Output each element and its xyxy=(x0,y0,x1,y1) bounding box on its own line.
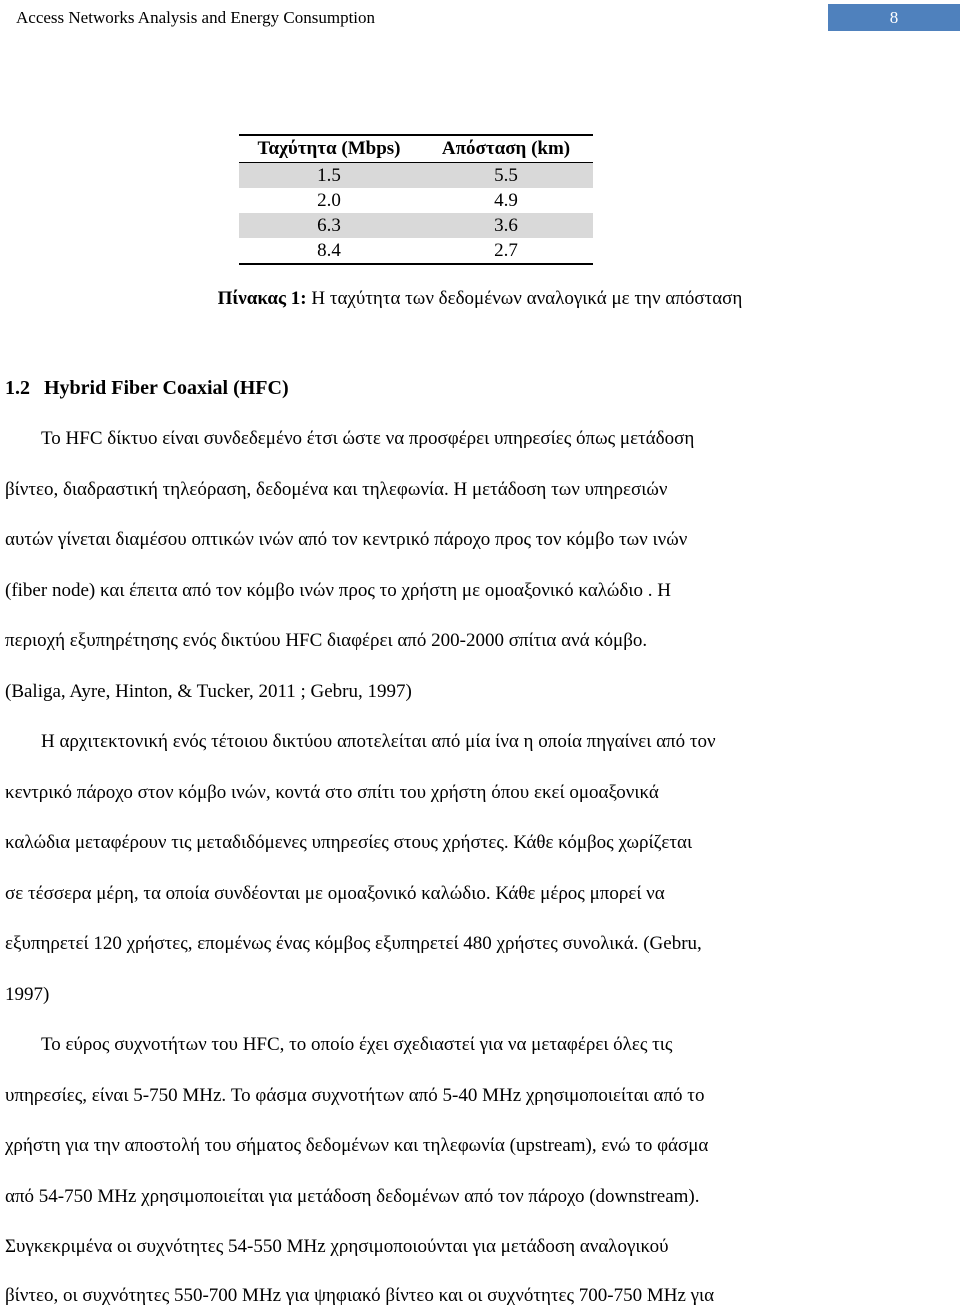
section-number: 1.2 xyxy=(5,377,30,399)
table-row xyxy=(239,163,593,189)
table-row xyxy=(239,213,593,238)
body-text-line: περιοχή εξυπηρέτησης ενός δικτύου HFC διαφέρει από 200-2000 σπίτια ανά κόμβο. xyxy=(5,630,648,651)
table-caption-text: Η ταχύτητα των δεδομένων αναλογικά με την απόσταση xyxy=(311,288,743,309)
table-caption xyxy=(0,288,960,310)
column-header-distance: Απόσταση (km) xyxy=(441,138,571,159)
body-text-line: Το εύρος συχνοτήτων του HFC, το οποίο έχει σχεδιαστεί για να μεταφέρει όλες τις xyxy=(41,1034,673,1055)
table-cell-distance: 2.7 xyxy=(494,239,518,261)
body-text-line: κεντρικό πάροχο στον κόμβο ινών, κοντά στο σπίτι του χρήστη όπου εκεί ομοαξονικά xyxy=(5,782,659,803)
body-text-line: υπηρεσίες, είναι 5-750 MHz. Το φάσμα συχνοτήτων από 5-40 MHz χρησιμοποιείται από το xyxy=(5,1085,705,1106)
body-text-line: χρήστη για την αποστολή του σήματος δεδομένων και τηλεφωνία (upstream), ενώ το φάσμα xyxy=(5,1135,709,1156)
body-text-line: βίντεο, διαδραστική τηλεόραση, δεδομένα και τηλεφωνία. Η μετάδοση των υπηρεσιών xyxy=(5,479,668,500)
body-text-line: καλώδια μεταφέρουν τις μεταδιδόμενες υπηρεσίες στους χρήστες. Κάθε κόμβος χωρίζεται xyxy=(5,832,693,853)
table-header-row xyxy=(239,135,593,163)
body-text-line: από 54-750 MHz χρησιμοποιείται για μετάδοση δεδομένων από τον πάροχο (downstream). xyxy=(5,1186,700,1207)
body-text-line: βίντεο, οι συχνότητες 550-700 MHz για ψηφιακό βίντεο και οι συχνότητες 700-750 MHz για xyxy=(5,1285,715,1306)
table-cell-distance: 3.6 xyxy=(494,214,518,236)
table-row xyxy=(239,238,593,264)
table-cell-speed: 8.4 xyxy=(317,239,341,261)
table-row xyxy=(239,188,593,213)
body-text-line: (Baliga, Ayre, Hinton, & Tucker, 2011 ; Gebru, 1997) xyxy=(5,681,412,702)
running-header-title: Access Networks Analysis and Energy Consumption xyxy=(16,8,376,27)
section-title: Hybrid Fiber Coaxial (HFC) xyxy=(44,377,289,399)
body-text-line: (fiber node) και έπειτα από τον κόμβο ινών προς το χρήστη με ομοαξονικό καλώδιο . Η xyxy=(5,580,671,601)
column-header-speed: Ταχύτητα (Mbps) xyxy=(257,138,401,159)
body-text-line: αυτών γίνεται διαμέσου οπτικών ινών από τον κεντρικό πάροχο προς τον κόμβο των ινών xyxy=(5,529,688,550)
table-cell-distance: 5.5 xyxy=(494,164,518,186)
table-cell-speed: 1.5 xyxy=(317,164,341,186)
page-header xyxy=(0,0,960,34)
body-text-line: Το HFC δίκτυο είναι συνδεδεμένο έτσι ώστε να προσφέρει υπηρεσίες όπως μετάδοση xyxy=(41,428,695,449)
table-caption-label: Πίνακας 1: xyxy=(217,288,307,309)
body-text-line: εξυπηρετεί 120 χρήστες, επομένως ένας κόμβος εξυπηρετεί 480 χρήστες συνολικά. (Gebru, xyxy=(5,933,702,954)
body-text-line: Η αρχιτεκτονική ενός τέτοιου δικτύου αποτελείται από μία ίνα η οποία πηγαίνει από τον xyxy=(41,731,716,752)
table-cell-speed: 2.0 xyxy=(317,189,341,211)
body-text-line: 1997) xyxy=(5,984,50,1005)
speed-distance-table xyxy=(239,134,593,265)
body-text-line: Συγκεκριμένα οι συχνότητες 54-550 MHz χρησιμοποιούνται για μετάδοση αναλογικού xyxy=(5,1236,669,1257)
body-text-line: σε τέσσερα μέρη, τα οποία συνδέονται με ομοαξονικό καλώδιο. Κάθε μέρος μπορεί να xyxy=(5,883,665,904)
table-cell-speed: 6.3 xyxy=(317,214,341,236)
page-number-badge: 8 xyxy=(828,4,960,31)
section-heading xyxy=(5,377,289,400)
table-cell-distance: 4.9 xyxy=(494,189,518,211)
